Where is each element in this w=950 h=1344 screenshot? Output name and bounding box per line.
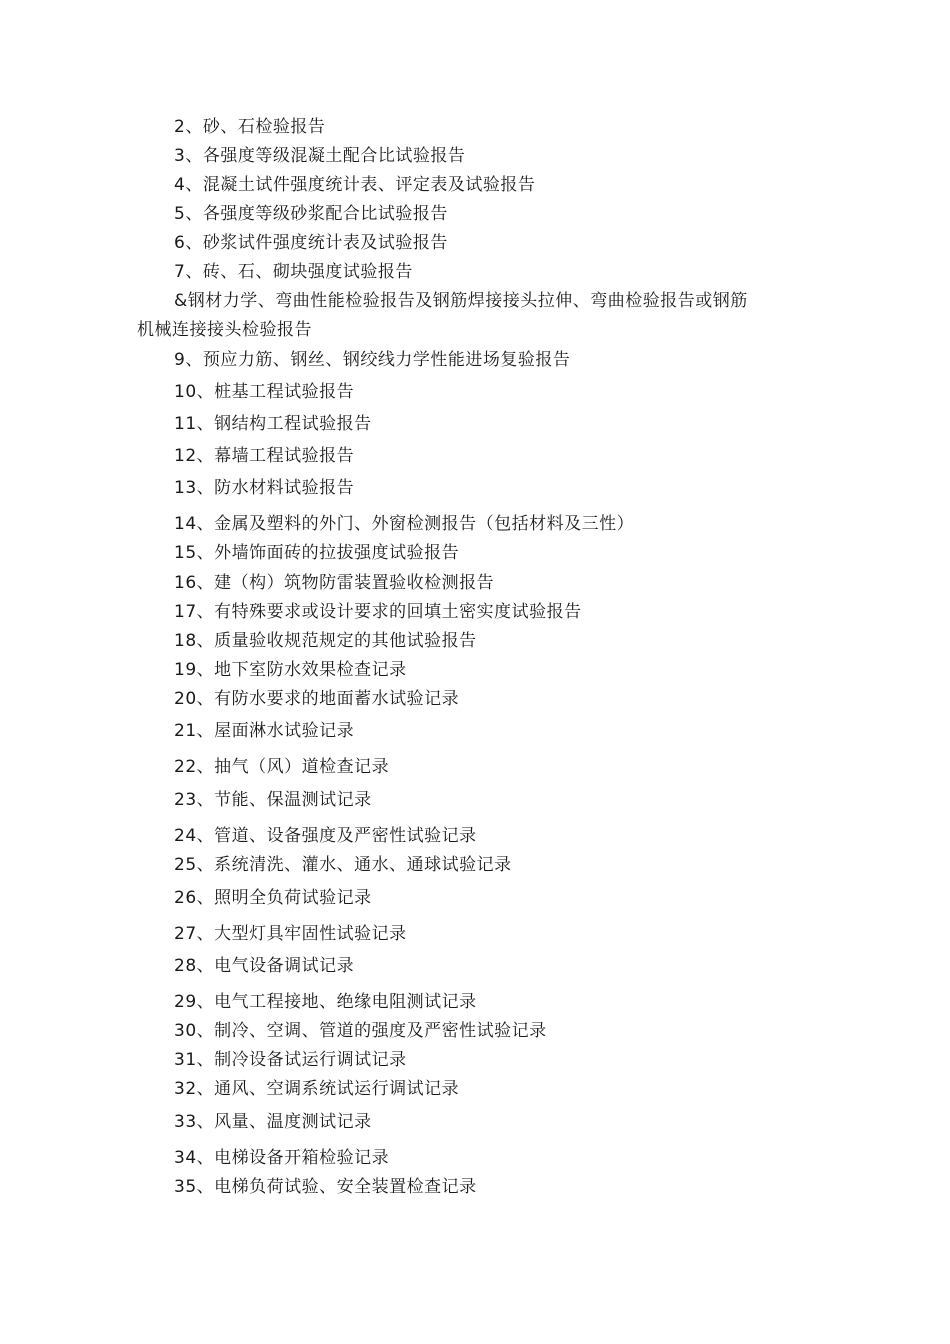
list-item: 15、外墙饰面砖的拉拔强度试验报告 [174, 543, 460, 563]
list-item: 10、桩基工程试验报告 [174, 382, 355, 402]
list-item-continuation: 机械连接接头检验报告 [137, 320, 312, 340]
list-item: 6、砂浆试件强度统计表及试验报告 [174, 233, 448, 253]
list-item: &钢材力学、弯曲性能检验报告及钢筋焊接接头拉伸、弯曲检验报告或钢筋 [174, 291, 748, 311]
list-item: 23、节能、保温测试记录 [174, 790, 372, 810]
list-item: 26、照明全负荷试验记录 [174, 888, 372, 908]
list-item: 16、建（构）筑物防雷装置验收检测报告 [174, 573, 495, 593]
list-item: 25、系统清洗、灌水、通水、通球试验记录 [174, 855, 512, 875]
list-item: 11、钢结构工程试验报告 [174, 414, 372, 434]
list-item: 9、预应力筋、钢丝、钢绞线力学性能进场复验报告 [174, 350, 571, 370]
list-item: 30、制冷、空调、管道的强度及严密性试验记录 [174, 1021, 547, 1041]
list-item: 13、防水材料试验报告 [174, 478, 355, 498]
list-item: 18、质量验收规范规定的其他试验报告 [174, 631, 477, 651]
list-item: 22、抽气（风）道检查记录 [174, 757, 390, 777]
list-item: 27、大型灯具牢固性试验记录 [174, 924, 407, 944]
list-item: 32、通风、空调系统试运行调试记录 [174, 1079, 460, 1099]
list-item: 3、各强度等级混凝土配合比试验报告 [174, 146, 466, 166]
list-item: 2、砂、石检验报告 [174, 117, 326, 137]
list-item: 34、电梯设备开箱检验记录 [174, 1148, 390, 1168]
list-item: 33、风量、温度测试记录 [174, 1112, 372, 1132]
list-item: 28、电气设备调试记录 [174, 956, 355, 976]
list-item: 14、金属及塑料的外门、外窗检测报告（包括材料及三性） [174, 514, 635, 534]
list-item: 24、管道、设备强度及严密性试验记录 [174, 826, 477, 846]
list-item: 17、有特殊要求或设计要求的回填土密实度试验报告 [174, 602, 582, 622]
list-item: 21、屋面淋水试验记录 [174, 721, 355, 741]
list-item: 35、电梯负荷试验、安全装置检查记录 [174, 1177, 477, 1197]
list-item: 29、电气工程接地、绝缘电阻测试记录 [174, 992, 477, 1012]
list-item: 12、幕墙工程试验报告 [174, 446, 355, 466]
list-item: 4、混凝土试件强度统计表、评定表及试验报告 [174, 175, 536, 195]
list-item: 5、各强度等级砂浆配合比试验报告 [174, 204, 448, 224]
list-item: 31、制冷设备试运行调试记录 [174, 1050, 407, 1070]
list-item: 20、有防水要求的地面蓄水试验记录 [174, 689, 460, 709]
list-item: 7、砖、石、砌块强度试验报告 [174, 262, 413, 282]
list-item: 19、地下室防水效果检查记录 [174, 660, 407, 680]
